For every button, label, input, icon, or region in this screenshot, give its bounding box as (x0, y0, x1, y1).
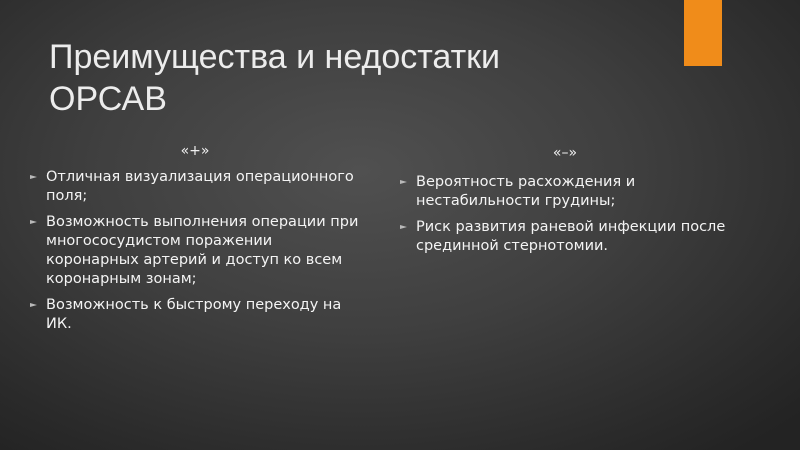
list-item (400, 218, 730, 256)
pros-column (30, 143, 360, 341)
list-item-text: Риск развития раневой инфекции после срединной стернотомии. (416, 219, 726, 254)
arrow-bullet-icon (30, 220, 37, 224)
list-item (30, 296, 360, 334)
cons-column (400, 145, 730, 263)
arrow-bullet-icon (30, 175, 37, 179)
list-item-text: Отличная визуализация операционного поля; (46, 169, 354, 204)
arrow-bullet-icon (400, 180, 407, 184)
accent-bar (684, 0, 722, 66)
list-item (30, 168, 360, 206)
pros-list (30, 168, 360, 334)
slide-title (49, 36, 669, 120)
cons-list (400, 173, 730, 256)
list-item (400, 173, 730, 211)
list-item (30, 213, 360, 289)
arrow-bullet-icon (400, 225, 407, 229)
pros-header: «+» (180, 143, 210, 159)
list-item-text: Возможность выполнения операции при многососудистом поражении коронарных артерий и доступ ко всем коронарным зонам; (46, 214, 359, 287)
cons-header: «–» (552, 145, 578, 161)
list-item-text: Вероятность расхождения и нестабильности грудины; (416, 174, 636, 209)
title-line-2: ОРСАВ (49, 80, 167, 118)
title-line-1: Преимущества и недостатки (49, 38, 501, 76)
arrow-bullet-icon (30, 303, 37, 307)
list-item-text: Возможность к быстрому переходу на ИК. (46, 297, 342, 332)
